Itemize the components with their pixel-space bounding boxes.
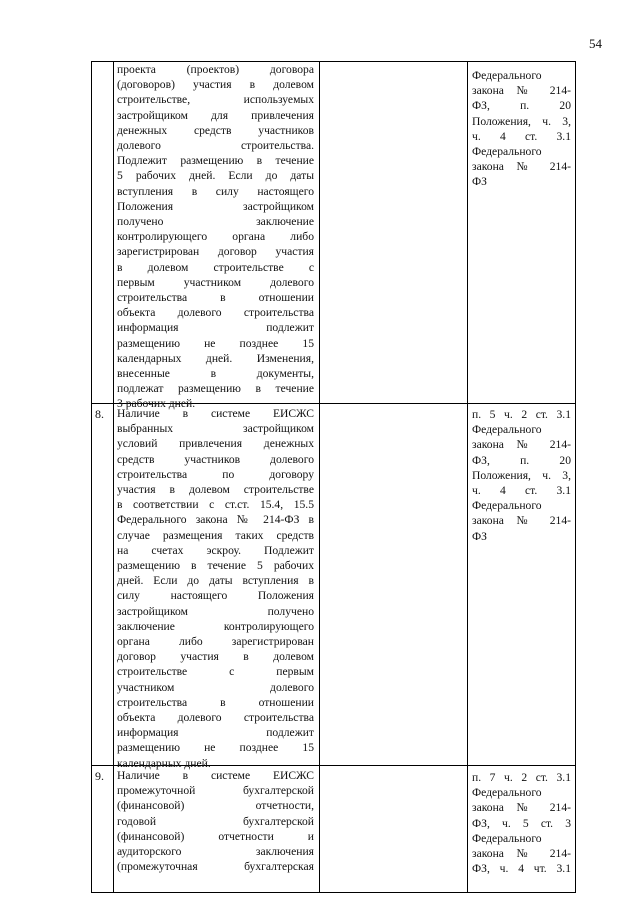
column-divider-number bbox=[113, 61, 114, 893]
table-border-left bbox=[91, 61, 92, 893]
table-row-description: проекта (проектов) договора (договоров) участия в долевом строительстве, используемых застройщиком для привлечения денежных средств участников долевого строительства. Подлежит размещению в течение 5 рабочих дней. Если до даты вступления в силу настоящего Положения застройщиком получено заключение контролирующего органа либо зарегистрирован договор участия в долевом строительстве с первым участником долевого строительства в отношении объекта долевого строительства информация подлежит размещению не позднее 15 календарных дней. Изменения, внесенные в документы, подлежат размещению в течение 3 рабочих дней. bbox=[117, 63, 314, 411]
table-row-description: Наличие в системе ЕИСЖС выбранных застройщиком условий привлечения денежных средств участников долевого строительства по договору участия в долевом строительстве в соответствии с ст.ст. 15.4, 15.5 Федерального закона № 214-ФЗ в случае размещения таких средств на счетах эскроу. Подлежит размещению в течение 5 рабочих дней. Если до даты вступления в силу настоящего Положения застройщиком получено заключение контролирующего органа либо зарегистрирован договор участия в долевом строительстве с первым участником долевого строительства в отношении объекта долевого строительства информация подлежит размещению не позднее 15 календарных дней. bbox=[117, 407, 314, 770]
table-row-reference: Федерального закона № 214- ФЗ, п. 20 Положения, ч. 3, ч. 4 ст. 3.1 Федерального закона № 214- ФЗ bbox=[472, 69, 571, 189]
table-row-number: 9. bbox=[95, 769, 104, 783]
table-row-reference: п. 5 ч. 2 ст. 3.1 Федерального закона № 214- ФЗ, п. 20 Положения, ч. 3, ч. 4 ст. 3.1 Федерального закона № 214- ФЗ bbox=[472, 408, 571, 543]
requirements-table bbox=[91, 61, 576, 893]
table-border-bottom bbox=[91, 892, 576, 893]
table-row-description: Наличие в системе ЕИСЖС промежуточной бухгалтерской (финансовой) отчетности, годовой бухгалтерской (финансовой) отчетности и аудиторского заключения (промежуточная бухгалтерская bbox=[117, 769, 314, 874]
column-divider-middle bbox=[467, 61, 468, 893]
table-border-right bbox=[575, 61, 576, 893]
page-number: 54 bbox=[589, 36, 602, 51]
table-row-number: 8. bbox=[95, 407, 104, 421]
column-divider-description bbox=[319, 61, 320, 893]
table-row-reference: п. 7 ч. 2 ст. 3.1 Федерального закона № 214- ФЗ, ч. 5 ст. 3 Федерального закона № 214- ФЗ, ч. 4 чт. 3.1 bbox=[472, 771, 571, 876]
